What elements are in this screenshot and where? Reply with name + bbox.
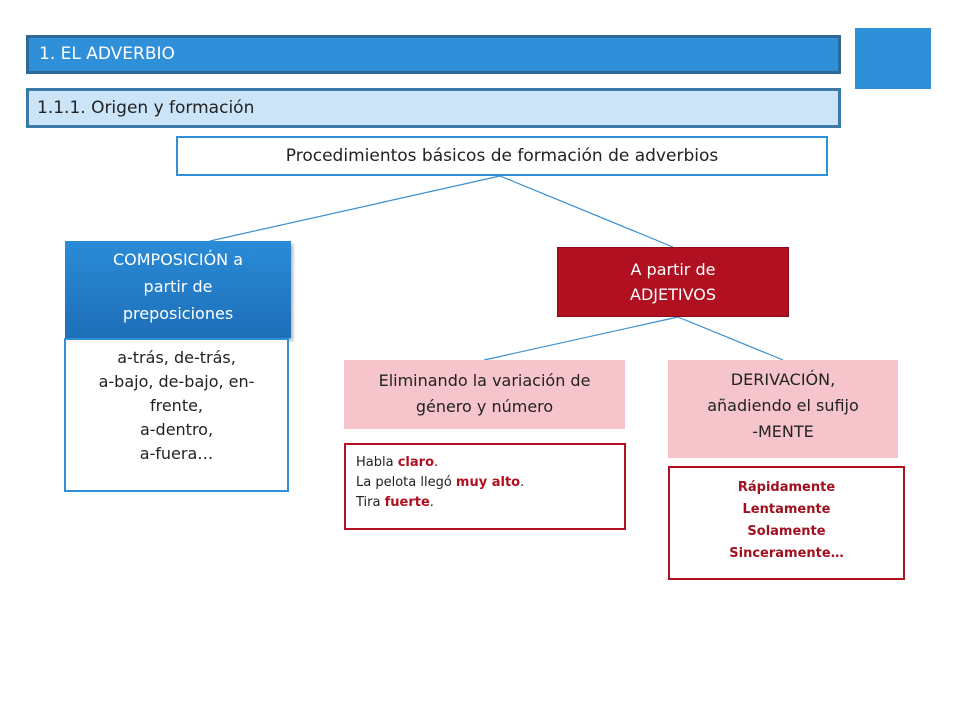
derived-adverb: Lentamente [742,502,831,517]
composition-example: frente, [149,396,204,415]
composition-heading-line: COMPOSICIÓN a [112,250,244,269]
composition-example: a-bajo, de-bajo, en- [98,372,255,391]
derived-adverb: Rápidamente [737,480,836,495]
root-node: Procedimientos básicos de formación de adverbios [176,136,828,176]
example-sentence: La pelota llegó muy alto. [356,475,525,490]
elimination-line: Eliminando la variación de [378,371,591,390]
composition-heading-line: partir de [143,277,213,296]
elimination-node [344,360,625,429]
derivation-line: -MENTE [752,422,814,441]
composition-examples [64,338,289,492]
connector-adjectives-derivation [678,317,783,360]
derivation-node [668,360,898,458]
composition-heading-line: preposiciones [122,304,234,323]
adverb-highlight: muy alto [455,475,521,490]
derived-adverb: Solamente [747,524,826,539]
composition-example: a-fuera… [139,444,214,463]
connector-root-adjectives [500,176,673,247]
derivation-examples [668,466,905,580]
connector-root-composition [210,176,500,241]
example-sentence: Habla claro. [356,455,439,470]
example-sentence: Tira fuerte. [356,495,434,510]
derivation-line: añadiendo el sufijo [707,396,859,415]
adjectives-heading-line: ADJETIVOS [630,285,716,304]
derivation-line: DERIVACIÓN, [730,370,836,389]
composition-node [65,241,291,338]
section-subtitle: 1.1.1. Origen y formación [26,88,841,128]
elimination-examples [344,443,626,530]
adjectives-node [557,247,789,317]
adverb-highlight: claro [397,455,434,470]
connector-adjectives-elimination [484,317,678,360]
adverb-highlight: fuerte [384,495,430,510]
composition-example: a-dentro, [139,420,214,439]
section-title: 1. EL ADVERBIO [26,35,841,74]
decorative-blue-square [855,28,931,89]
composition-example: a-trás, de-trás, [117,348,236,367]
derived-adverb: Sinceramente… [729,546,844,561]
adjectives-heading-line: A partir de [630,260,716,279]
elimination-line: género y número [415,397,554,416]
